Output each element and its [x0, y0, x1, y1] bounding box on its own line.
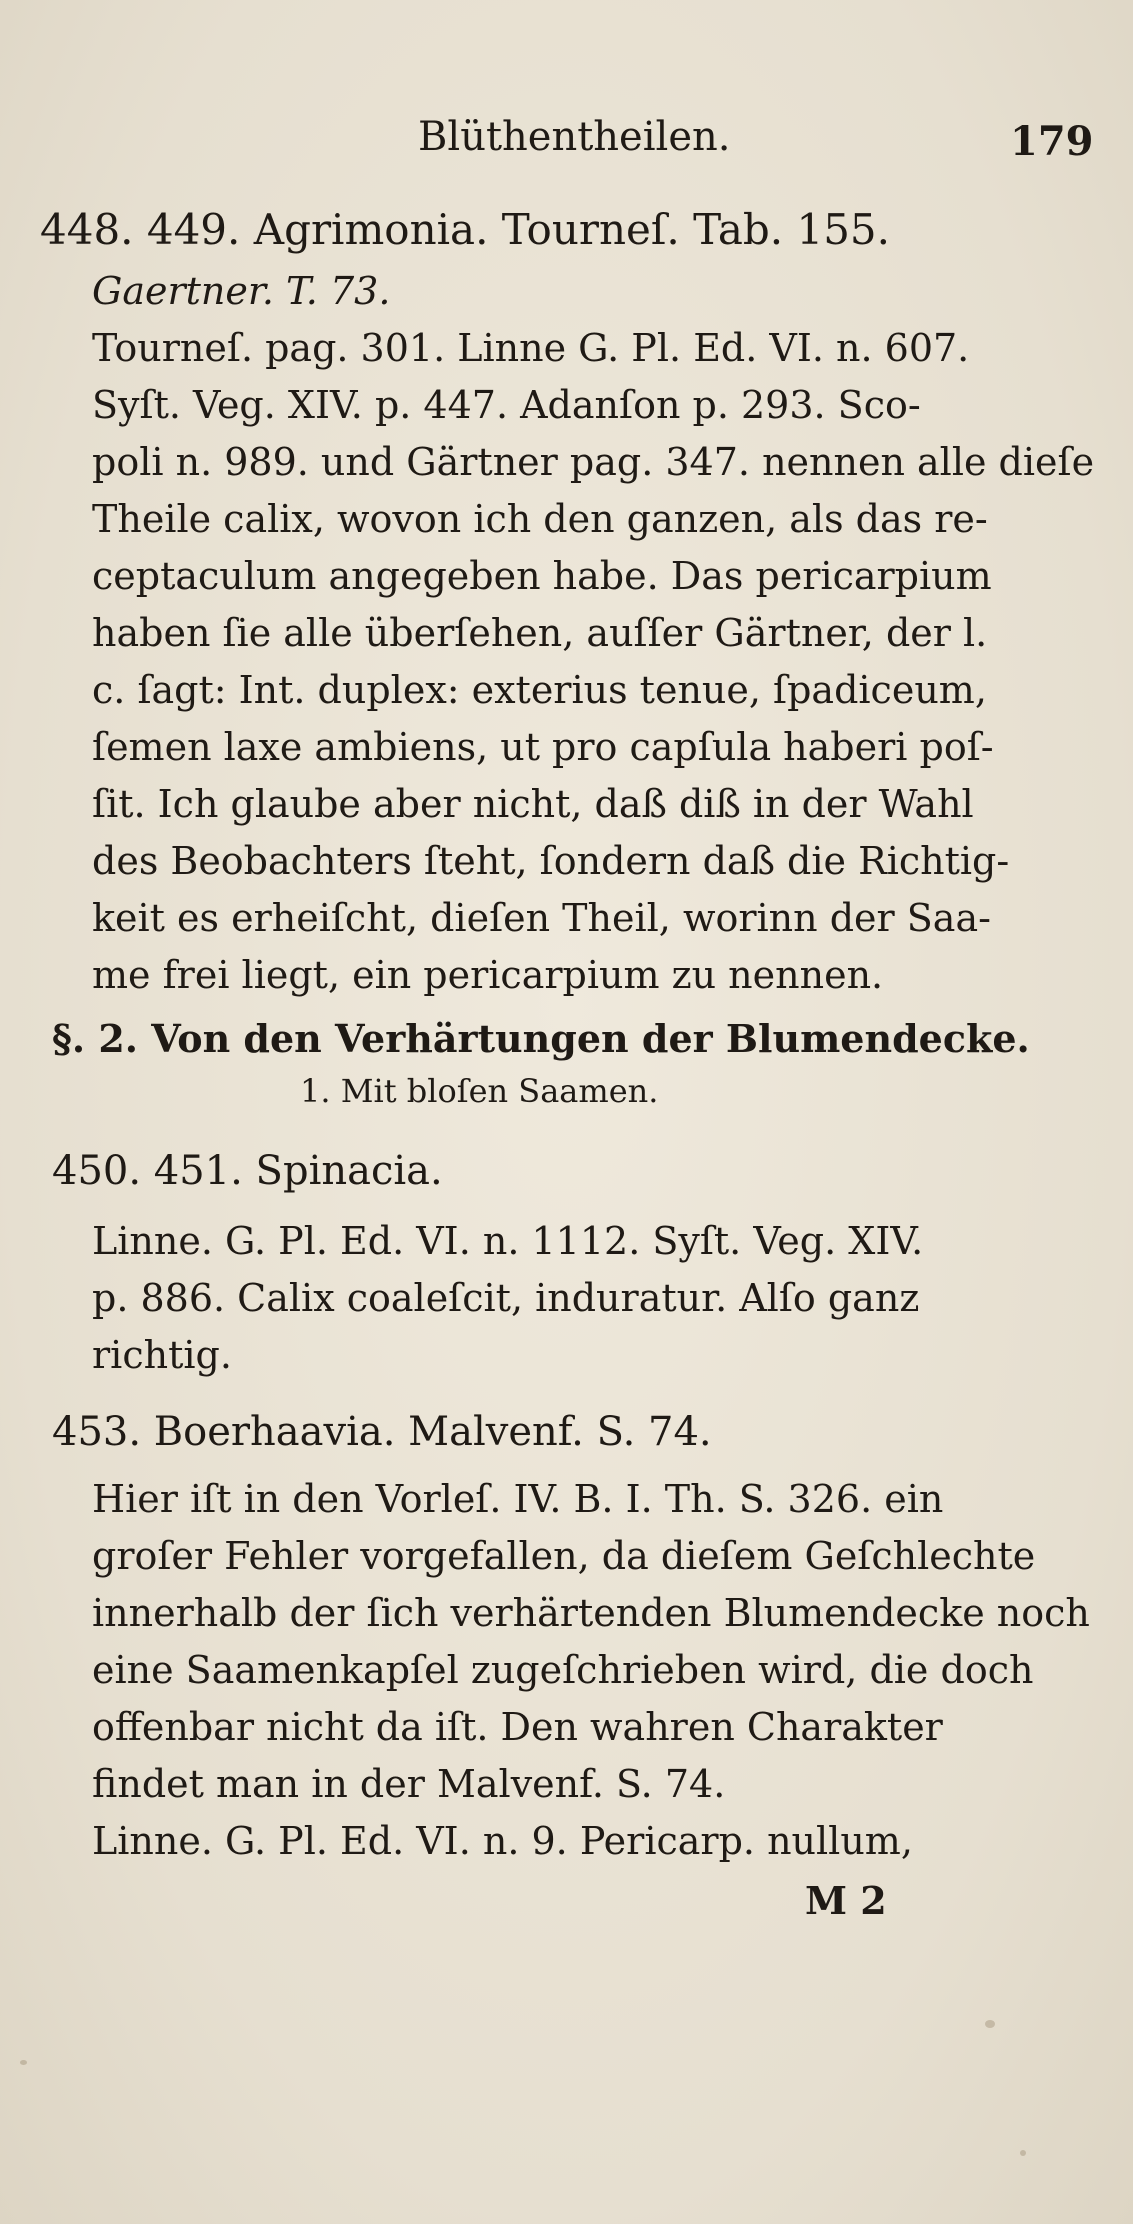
text-line: des Beobachters ſteht, ſondern daß die Richtig- — [92, 839, 1010, 883]
text-line: Theile calix, wovon ich den ganzen, als das re- — [92, 497, 988, 541]
text-line: ſit. Ich glaube aber nicht, daß diß in der Wahl — [92, 782, 974, 826]
text-line: findet man in der Malvenf. S. 74. — [92, 1762, 726, 1806]
text-line: offenbar nicht da iſt. Den wahren Charakter — [92, 1705, 943, 1749]
running-title: Blüthentheilen. — [418, 114, 731, 160]
paper-stain — [985, 2020, 995, 2028]
text-line: groſer Fehler vorgefallen, da dieſem Geſchlechte — [92, 1534, 1036, 1578]
text-line: Tourneſ. pag. 301. Linne G. Pl. Ed. VI. n. 607. — [92, 326, 970, 370]
subsection-heading: 1. Mit bloſen Saamen. — [300, 1072, 659, 1110]
text-line: p. 886. Calix coaleſcit, induratur. Alſo ganz — [92, 1276, 920, 1320]
entry-heading-spinacia: 450. 451. Spinacia. — [52, 1148, 443, 1194]
paper-stain — [1020, 2150, 1026, 2156]
text-line: Hier iſt in den Vorleſ. IV. B. I. Th. S. 326. ein — [92, 1477, 944, 1521]
text-line: Linne. G. Pl. Ed. VI. n. 9. Pericarp. nullum, — [92, 1819, 913, 1863]
entry-heading-boerhaavia: 453. Boerhaavia. Malvenf. S. 74. — [52, 1409, 712, 1455]
text-line: Syſt. Veg. XIV. p. 447. Adanſon p. 293. Sco- — [92, 383, 921, 427]
section-heading: §. 2. Von den Verhärtungen der Blumendecke. — [52, 1016, 1030, 1061]
signature-mark: M 2 — [805, 1878, 887, 1923]
text-line: ſemen laxe ambiens, ut pro capſula haberi poſ- — [92, 725, 994, 769]
text-line: me frei liegt, ein pericarpium zu nennen. — [92, 953, 884, 997]
text-line: poli n. 989. und Gärtner pag. 347. nennen alle dieſe — [92, 440, 1095, 484]
text-line: c. ſagt: Int. duplex: exterius tenue, ſpadiceum, — [92, 668, 987, 712]
text-line: haben ſie alle überſehen, auſſer Gärtner, der l. — [92, 611, 988, 655]
text-line: Linne. G. Pl. Ed. VI. n. 1112. Syſt. Veg. XIV. — [92, 1219, 924, 1263]
entry-heading-agrimonia: 448. 449. Agrimonia. Tourneſ. Tab. 155. — [40, 205, 891, 254]
page-number: 179 — [1010, 118, 1094, 165]
text-line: richtig. — [92, 1333, 232, 1377]
text-line: eine Saamenkapſel zugeſchrieben wird, die doch — [92, 1648, 1034, 1692]
text-line: ceptaculum angegeben habe. Das pericarpium — [92, 554, 992, 598]
paper-stain — [20, 2060, 27, 2065]
text-line: Gaertner. T. 73. — [92, 269, 391, 313]
text-line: keit es erheiſcht, dieſen Theil, worinn der Saa- — [92, 896, 991, 940]
text-line: innerhalb der ſich verhärtenden Blumendecke noch — [92, 1591, 1090, 1635]
